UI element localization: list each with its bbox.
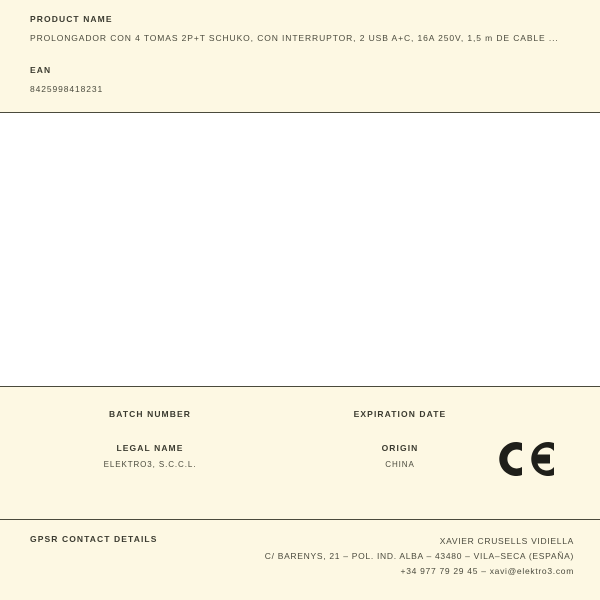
- ean-block: [30, 65, 570, 94]
- ean-value: 8425998418231: [30, 84, 104, 94]
- gpsr-contact-phone-email: +34 977 79 29 45 – xavi@elektro3.com: [400, 566, 574, 576]
- gpsr-contact-details: [265, 534, 574, 579]
- blank-content-area: [0, 113, 600, 387]
- product-name-label: PRODUCT NAME: [30, 14, 113, 24]
- spacer-cell: [500, 409, 600, 426]
- legal-name-label: LEGAL NAME: [116, 443, 184, 453]
- legal-name-value: ELEKTRO3, S.C.C.L.: [103, 460, 197, 469]
- expiration-date-block: [300, 409, 500, 426]
- batch-number-label: BATCH NUMBER: [109, 409, 191, 419]
- traceability-band: [0, 387, 600, 520]
- origin-label: ORIGIN: [381, 443, 419, 453]
- expiration-date-label: EXPIRATION DATE: [353, 409, 447, 419]
- product-name-block: [30, 14, 570, 43]
- origin-value: CHINA: [385, 460, 415, 469]
- gpsr-contact-name: XAVIER CRUSELLS VIDIELLA: [439, 536, 574, 546]
- legal-name-block: [0, 443, 300, 469]
- batch-number-block: [0, 409, 300, 426]
- product-name-value: PROLONGADOR CON 4 TOMAS 2P+T SCHUKO, CON INTERRUPTOR, 2 USB A+C, 16A 250V, 1,5 m DE CABLE ...: [30, 33, 559, 43]
- gpsr-footer: [0, 520, 600, 600]
- gpsr-contact-label: GPSR CONTACT DETAILS: [30, 534, 158, 544]
- ean-label: EAN: [30, 65, 52, 75]
- ce-mark-icon: [494, 439, 560, 479]
- product-info-band: [0, 0, 600, 113]
- origin-block: [300, 443, 500, 469]
- gpsr-contact-address: C/ BARENYS, 21 – POL. IND. ALBA – 43480 – VILA–SECA (ESPAÑA): [264, 551, 574, 561]
- batch-expiration-row: [0, 409, 600, 426]
